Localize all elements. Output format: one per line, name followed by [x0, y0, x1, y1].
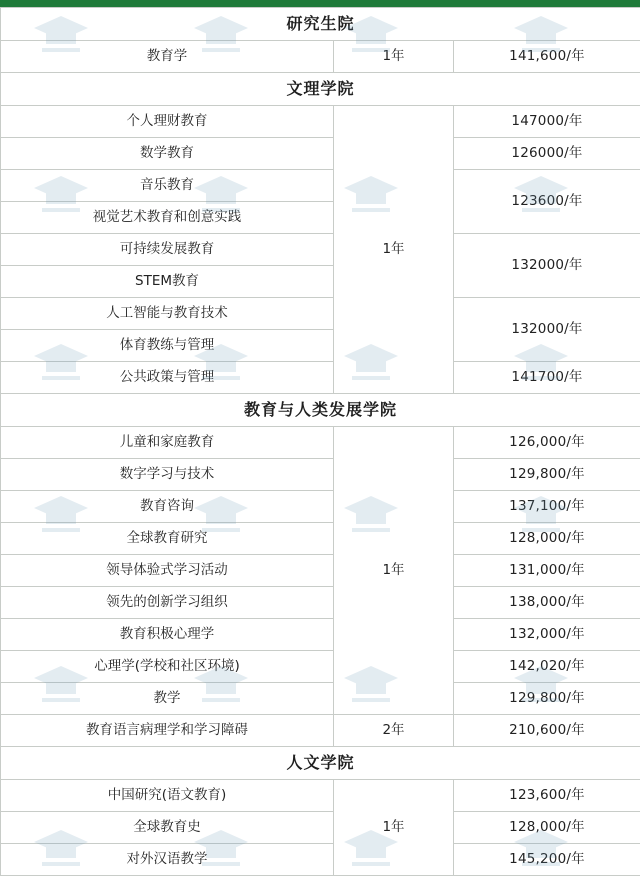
program-name: 全球教育研究	[1, 523, 334, 555]
table-row	[1, 587, 640, 619]
program-name: 领先的创新学习组织	[1, 587, 334, 619]
program-fee: 129,800/年	[454, 683, 640, 715]
program-fee: 128,000/年	[454, 523, 640, 555]
table-row	[1, 138, 640, 170]
program-name: 音乐教育	[1, 170, 334, 202]
program-fee: 129,800/年	[454, 459, 640, 491]
program-name: 视觉艺术教育和创意实践	[1, 202, 334, 234]
program-fee: 132000/年	[454, 298, 640, 362]
program-duration: 2年	[334, 715, 454, 747]
program-name: STEM教育	[1, 266, 334, 298]
program-fee: 147000/年	[454, 106, 640, 138]
program-name: 公共政策与管理	[1, 362, 334, 394]
program-name: 数学教育	[1, 138, 334, 170]
program-fee: 141700/年	[454, 362, 640, 394]
table-row	[1, 491, 640, 523]
table-row	[1, 362, 640, 394]
table-row	[1, 427, 640, 459]
table-row	[1, 812, 640, 844]
program-name: 领导体验式学习活动	[1, 555, 334, 587]
program-fee: 145,200/年	[454, 844, 640, 876]
program-name: 数字学习与技术	[1, 459, 334, 491]
table-row	[1, 651, 640, 683]
program-name: 个人理财教育	[1, 106, 334, 138]
tuition-table	[0, 7, 640, 876]
program-fee: 137,100/年	[454, 491, 640, 523]
program-fee: 131,000/年	[454, 555, 640, 587]
table-row	[1, 170, 640, 202]
program-fee: 141,600/年	[454, 41, 640, 73]
program-fee: 126,000/年	[454, 427, 640, 459]
top-accent-bar	[0, 0, 640, 7]
program-fee: 126000/年	[454, 138, 640, 170]
section-title-arts-sciences: 文理学院	[1, 73, 640, 106]
program-name: 全球教育史	[1, 812, 334, 844]
program-duration: 1年	[334, 427, 454, 715]
program-name: 教学	[1, 683, 334, 715]
section-title-education-human-development: 教育与人类发展学院	[1, 394, 640, 427]
program-fee: 210,600/年	[454, 715, 640, 747]
program-fee: 128,000/年	[454, 812, 640, 844]
program-fee: 123,600/年	[454, 780, 640, 812]
program-fee: 123600/年	[454, 170, 640, 234]
section-header-row	[1, 8, 640, 41]
program-name: 中国研究(语文教育)	[1, 780, 334, 812]
program-fee: 132,000/年	[454, 619, 640, 651]
program-name: 对外汉语教学	[1, 844, 334, 876]
section-header-row	[1, 73, 640, 106]
table-row	[1, 523, 640, 555]
program-name: 儿童和家庭教育	[1, 427, 334, 459]
program-name: 教育语言病理学和学习障碍	[1, 715, 334, 747]
table-row	[1, 844, 640, 876]
table-row	[1, 715, 640, 747]
table-row	[1, 106, 640, 138]
section-header-row	[1, 747, 640, 780]
program-name: 心理学(学校和社区环境)	[1, 651, 334, 683]
program-duration: 1年	[334, 106, 454, 394]
section-header-row	[1, 394, 640, 427]
table-row	[1, 298, 640, 330]
program-fee: 138,000/年	[454, 587, 640, 619]
table-row	[1, 780, 640, 812]
table-row	[1, 234, 640, 266]
program-name: 人工智能与教育技术	[1, 298, 334, 330]
program-name: 教育咨询	[1, 491, 334, 523]
program-duration: 1年	[334, 41, 454, 73]
table-row	[1, 683, 640, 715]
program-name: 教育积极心理学	[1, 619, 334, 651]
program-name: 可持续发展教育	[1, 234, 334, 266]
program-fee: 132000/年	[454, 234, 640, 298]
table-row	[1, 459, 640, 491]
program-name: 教育学	[1, 41, 334, 73]
program-duration: 1年	[334, 780, 454, 876]
section-title-humanities: 人文学院	[1, 747, 640, 780]
table-row	[1, 41, 640, 73]
table-row	[1, 619, 640, 651]
program-name: 体育教练与管理	[1, 330, 334, 362]
table-row	[1, 555, 640, 587]
section-title-graduate: 研究生院	[1, 8, 640, 41]
program-fee: 142,020/年	[454, 651, 640, 683]
